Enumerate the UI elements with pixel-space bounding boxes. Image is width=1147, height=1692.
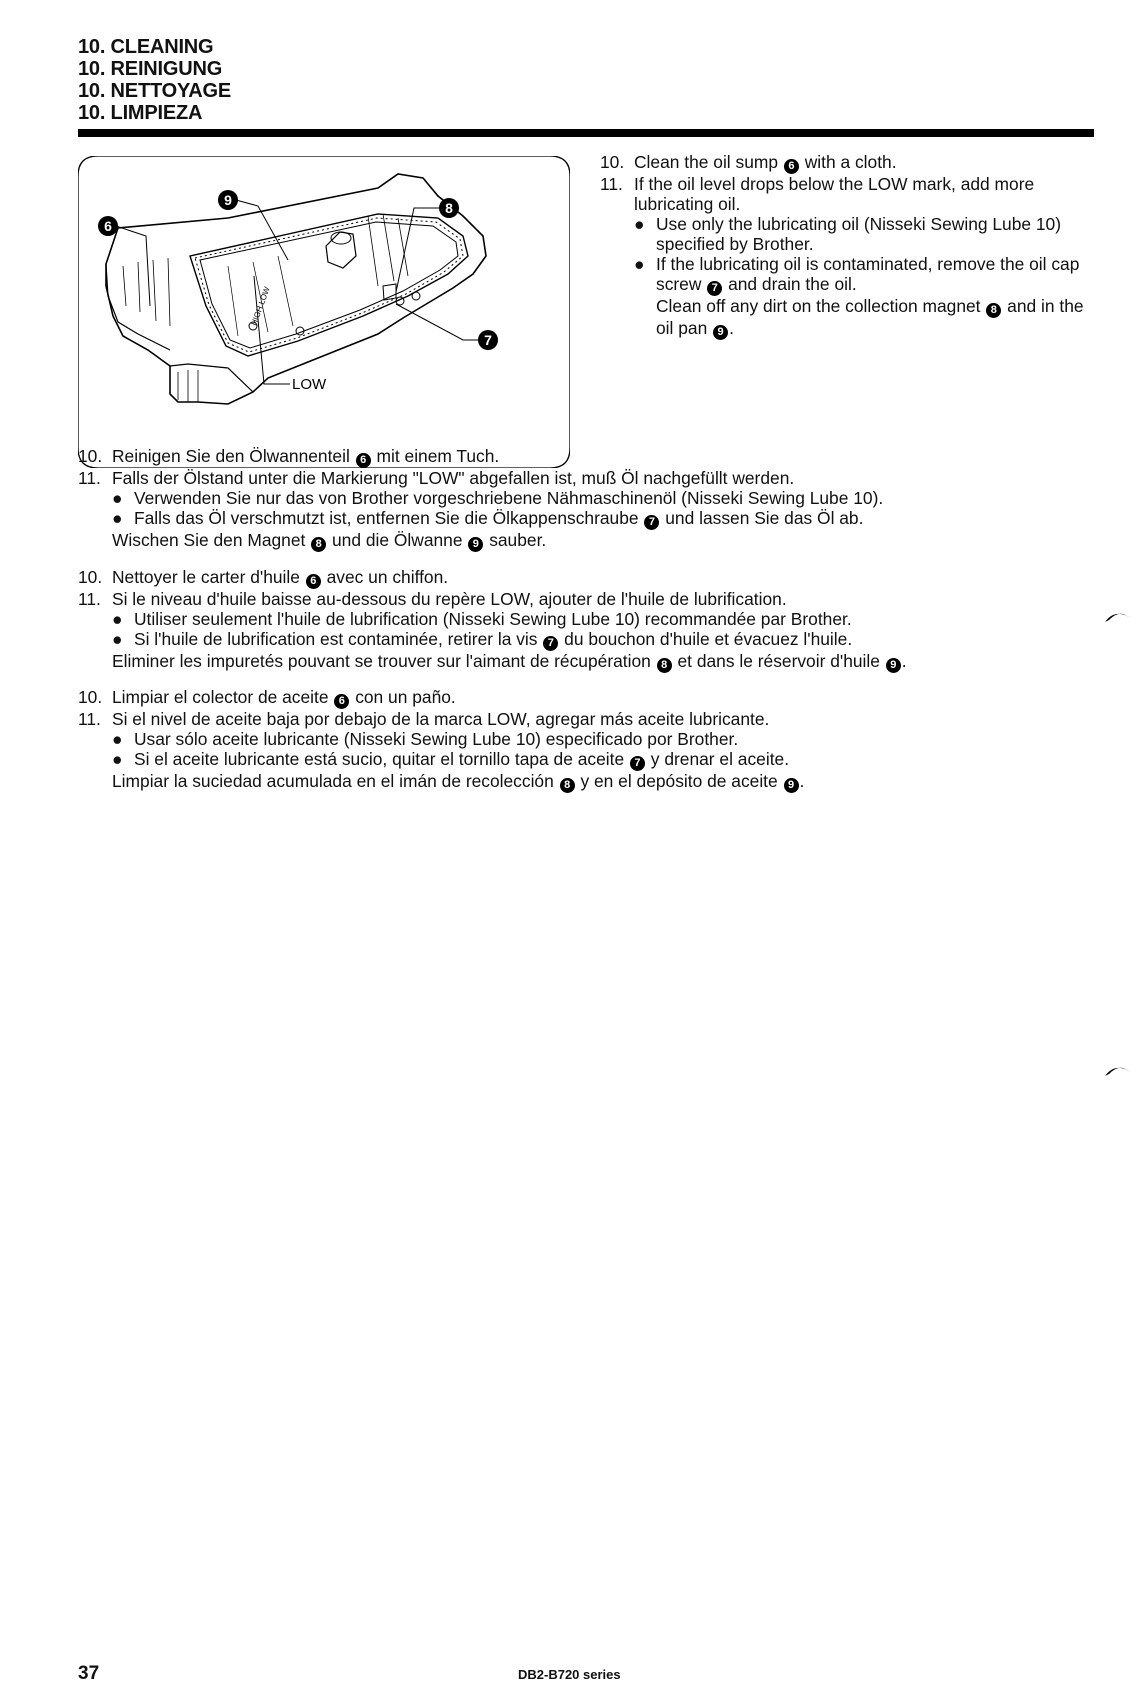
heading-rule	[78, 129, 1094, 137]
bullet-text: Utiliser seulement l'huile de lubrification (Nisseki Sewing Lube 10) recommandée par Brother.	[134, 609, 852, 629]
continuation-text: und die Ölwanne	[327, 530, 468, 550]
continuation-text: .	[901, 651, 907, 671]
callout-8-label: 8	[445, 200, 453, 216]
continuation-text: Wischen Sie den Magnet	[112, 530, 311, 550]
step-text: lubricating oil.	[634, 194, 741, 214]
callout-6-icon: 6	[784, 159, 799, 174]
bullet-text: y drenar el aceite.	[645, 749, 790, 769]
continuation-text: y en el depósito de aceite	[575, 771, 783, 791]
step-text: Falls der Ölstand unter die Markierung "LOW" abgefallen ist, muß Öl nachgefüllt werden.	[112, 468, 795, 488]
bullet-icon: ●	[112, 508, 123, 528]
bullet-icon: ●	[112, 488, 123, 508]
oil-pan-illustration	[78, 156, 570, 468]
step-number: 10.	[78, 567, 103, 587]
step-number: 10.	[78, 687, 103, 707]
callout-8-icon: 8	[311, 537, 326, 552]
step-text: Clean the oil sump	[634, 152, 783, 172]
continuation-text: .	[799, 771, 805, 791]
step-text: mit einem Tuch.	[371, 446, 500, 466]
french-instructions	[78, 567, 1098, 673]
callout-7-label: 7	[484, 332, 492, 348]
bullet-text: Si el aceite lubricante está sucio, quitar el tornillo tapa de aceite	[134, 749, 629, 769]
bullet-icon: ●	[112, 609, 123, 629]
callout-7-icon: 7	[630, 756, 645, 771]
step-number: 11.	[78, 589, 101, 609]
step-text: avec un chiffon.	[321, 567, 449, 587]
callout-8-icon: 8	[986, 303, 1001, 318]
continuation-text: and in the oil pan	[656, 296, 1084, 338]
callout-7-icon: 7	[644, 515, 659, 530]
en-bullet-1	[600, 214, 1100, 254]
es-continuation	[78, 771, 1098, 793]
german-instructions	[78, 446, 1098, 552]
de-bullet-1	[78, 488, 1098, 508]
bullet-icon: ●	[112, 749, 123, 769]
continuation-text: sauber.	[484, 530, 547, 550]
callout-8-icon: 8	[657, 658, 672, 673]
english-instructions	[600, 152, 1100, 340]
callout-6-icon: 6	[356, 453, 371, 468]
fr-bullet-2	[78, 629, 1098, 651]
callout-7-icon: 7	[707, 281, 722, 296]
step-number: 11.	[600, 174, 623, 194]
de-bullet-2	[78, 508, 1098, 530]
callout-7-icon: 7	[543, 636, 558, 651]
fr-step-11	[78, 589, 1098, 609]
de-continuation	[78, 530, 1098, 552]
de-step-11	[78, 468, 1098, 488]
section-titles	[78, 36, 231, 124]
en-step-11	[600, 174, 1100, 214]
page-number: 37	[78, 1663, 100, 1684]
bullet-icon: ●	[112, 729, 123, 749]
de-step-10	[78, 446, 1098, 468]
en-step-10	[600, 152, 1100, 174]
continuation-text: .	[729, 318, 734, 338]
continuation-text: et dans le réservoir d'huile	[672, 651, 885, 671]
bullet-text: Verwenden Sie nur das von Brother vorgeschriebene Nähmaschinenöl (Nisseki Sewing Lube 10).	[134, 488, 884, 508]
step-text: con un paño.	[350, 687, 456, 707]
model-series: DB2-B720 series	[518, 1667, 621, 1682]
callout-9-icon: 9	[468, 537, 483, 552]
step-text: Limpiar el colector de aceite	[112, 687, 334, 707]
bullet-text: Falls das Öl verschmutzt ist, entfernen Sie die Ölkappenschraube	[134, 508, 644, 528]
step-text: Si le niveau d'huile baisse au-dessous du repère LOW, ajouter de l'huile de lubrification.	[112, 589, 787, 609]
oil-pan-figure	[78, 156, 570, 468]
binder-mark-icon	[1101, 604, 1135, 626]
low-mark-label: LOW	[292, 376, 327, 393]
fr-bullet-1	[78, 609, 1098, 629]
continuation-text: Clean off any dirt on the collection magnet	[656, 296, 986, 316]
es-step-11	[78, 709, 1098, 729]
step-number: 10.	[78, 446, 103, 466]
callout-6-icon: 6	[334, 694, 349, 709]
callout-6-label: 6	[104, 218, 112, 234]
callout-8-icon: 8	[560, 778, 575, 793]
heading-german: 10. REINIGUNG	[78, 58, 223, 80]
step-number: 11.	[78, 709, 101, 729]
fr-continuation	[78, 651, 1098, 673]
callout-9-label: 9	[224, 192, 232, 208]
step-text: with a cloth.	[799, 152, 897, 172]
bullet-text: and drain the oil.	[723, 274, 857, 294]
heading-spanish: 10. LIMPIEZA	[78, 102, 203, 124]
spanish-instructions	[78, 687, 1098, 793]
continuation-text: Eliminer les impuretés pouvant se trouver sur l'aimant de récupération	[112, 651, 656, 671]
bullet-text: Si l'huile de lubrification est contaminée, retirer la vis	[134, 629, 543, 649]
step-text: Reinigen Sie den Ölwannenteil	[112, 446, 355, 466]
bullet-icon: ●	[634, 214, 645, 234]
fr-step-10	[78, 567, 1098, 589]
bullet-icon: ●	[634, 254, 645, 274]
step-text: Nettoyer le carter d'huile	[112, 567, 305, 587]
step-number: 10.	[600, 152, 625, 172]
en-continuation	[600, 296, 1100, 340]
callout-9-icon: 9	[886, 658, 901, 673]
bullet-text: und lassen Sie das Öl ab.	[660, 508, 864, 528]
bullet-text: Use only the lubricating oil (Nisseki Sewing Lube 10) specified by Brother.	[656, 214, 1062, 254]
heading-french: 10. NETTOYAGE	[78, 80, 232, 102]
en-bullet-2	[600, 254, 1100, 296]
bullet-text: du bouchon d'huile et évacuez l'huile.	[559, 629, 853, 649]
step-text: Si el nivel de aceite baja por debajo de la marca LOW, agregar más aceite lubricante.	[112, 709, 770, 729]
bullet-text: Usar sólo aceite lubricante (Nisseki Sewing Lube 10) especificado por Brother.	[134, 729, 739, 749]
es-step-10	[78, 687, 1098, 709]
heading-english: 10. CLEANING	[78, 36, 214, 58]
step-number: 11.	[78, 468, 101, 488]
callout-6-icon: 6	[306, 574, 321, 589]
es-bullet-2	[78, 749, 1098, 771]
bullet-text: If the lubricating oil is contaminated, remove the oil cap screw	[656, 254, 1080, 294]
stamped-level-text: HIGH LOW	[249, 285, 272, 327]
step-text: If the oil level drops below the LOW mark, add more	[634, 174, 1035, 194]
bullet-icon: ●	[112, 629, 123, 649]
continuation-text: Limpiar la suciedad acumulada en el imán de recolección	[112, 771, 559, 791]
binder-mark-icon	[1101, 1058, 1135, 1080]
es-bullet-1	[78, 729, 1098, 749]
callout-9-icon: 9	[784, 778, 799, 793]
callout-9-icon: 9	[713, 325, 728, 340]
